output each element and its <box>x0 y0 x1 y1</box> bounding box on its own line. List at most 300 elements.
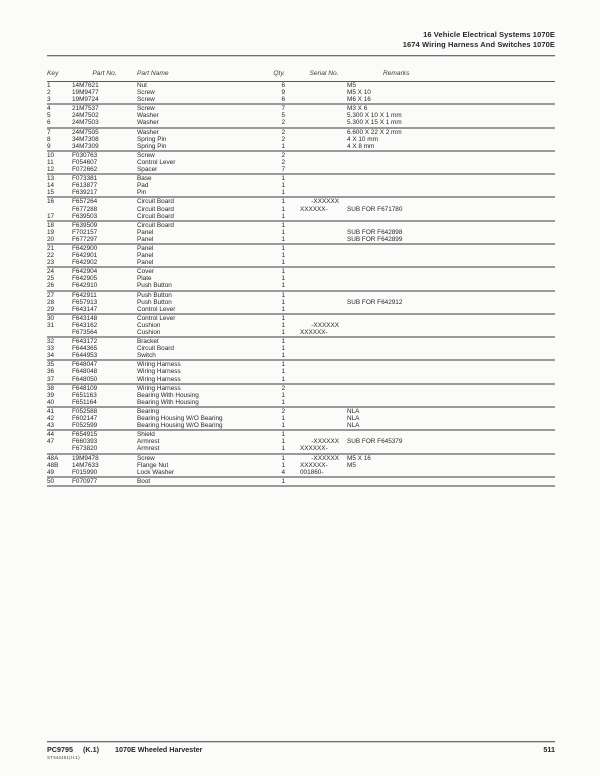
cell-serial-no: XXXXXX- <box>300 461 328 469</box>
table-row <box>47 462 555 469</box>
cell-part-name: Panel <box>137 236 249 244</box>
cell-serial-no <box>285 244 341 252</box>
cell-remarks <box>341 275 555 282</box>
cell-remarks <box>341 151 555 159</box>
cell-part-no: 19M9724 <box>72 96 137 104</box>
cell-qty: 1 <box>281 391 285 399</box>
column-header-remarks: Remarks <box>341 70 555 82</box>
cell-serial-no <box>285 392 341 399</box>
cell-qty: 1 <box>281 221 285 229</box>
cell-remarks <box>341 159 555 166</box>
cell-part-no: F639217 <box>72 189 137 197</box>
cell-qty: 5 <box>281 112 285 120</box>
column-header-part-no: Part No. <box>72 70 137 82</box>
cell-part-no: F651163 <box>72 391 97 399</box>
cell-remarks: 4 X 10 mm <box>347 135 378 143</box>
cell-qty: 1 <box>281 461 285 469</box>
table-row <box>47 454 555 462</box>
table-row <box>47 259 555 267</box>
cell-qty: 1 <box>281 415 285 423</box>
cell-remarks: SUB FOR F642912 <box>347 298 403 306</box>
cell-remarks: SUB FOR F642898 <box>347 228 403 236</box>
cell-part-name: Control Lever <box>137 158 176 166</box>
cell-part-name: Panel <box>137 228 154 236</box>
cell-qty: 1 <box>249 259 285 267</box>
table-row <box>47 136 555 143</box>
cell-part-name: Base <box>137 175 152 183</box>
table-row <box>47 267 555 275</box>
cell-part-no: 14M7621 <box>72 82 99 89</box>
cell-qty: 1 <box>281 182 285 190</box>
cell-part-name: Cover <box>137 268 155 276</box>
cell-remarks <box>341 197 555 205</box>
table-row <box>47 469 555 477</box>
cell-part-name: Push Button <box>137 298 172 306</box>
table-row <box>47 182 555 189</box>
cell-remarks <box>341 282 555 290</box>
cell-part-no: F643147 <box>72 306 137 314</box>
cell-part-name: Cushion <box>137 329 249 337</box>
cell-part-no: F642911 <box>72 291 97 299</box>
cell-part-no: F657264 <box>72 198 98 206</box>
table-row <box>47 384 555 392</box>
cell-key: 33 <box>47 345 55 353</box>
cell-serial-no <box>285 430 341 438</box>
cell-part-name: Wiring Harness <box>137 376 249 384</box>
cell-remarks <box>341 368 555 375</box>
cell-part-name: Spring Pin <box>137 135 167 143</box>
cell-part-name: Spring Pin <box>137 143 249 151</box>
table-row <box>47 174 555 182</box>
cell-key: 31 <box>47 321 55 329</box>
cell-key: 6 <box>47 119 72 127</box>
cell-qty: 1 <box>281 321 285 329</box>
cell-remarks <box>341 189 555 197</box>
table-row <box>47 213 555 221</box>
cell-part-no: F643172 <box>72 338 98 346</box>
header-subsection-title: 1674 Wiring Harness And Switches 1070E <box>402 40 555 49</box>
cell-qty: 1 <box>249 352 285 360</box>
cell-qty: 1 <box>281 431 285 439</box>
cell-part-name: Washer <box>137 128 159 136</box>
cell-serial-no <box>285 151 341 159</box>
cell-part-no: F654915 <box>72 431 98 439</box>
cell-serial-no <box>285 291 341 299</box>
cell-serial-no <box>285 384 341 392</box>
cell-remarks <box>341 252 555 259</box>
cell-part-no: F639503 <box>72 213 137 221</box>
table-row <box>47 244 555 252</box>
table-row <box>47 282 555 290</box>
table-row <box>47 82 555 90</box>
cell-remarks: M6 X 16 <box>341 96 555 104</box>
cell-part-no: F073381 <box>72 175 98 183</box>
cell-serial-no <box>285 252 341 259</box>
cell-qty: 1 <box>281 361 285 369</box>
cell-serial-no <box>285 182 341 189</box>
cell-qty: 2 <box>281 384 285 392</box>
cell-part-name: Bearing Housing W/O Bearing <box>137 422 249 430</box>
cell-serial-no <box>285 143 341 151</box>
cell-key: 48A <box>47 454 59 462</box>
cell-serial-no <box>285 314 341 322</box>
cell-part-no: 34M7309 <box>72 143 137 151</box>
cell-serial-no <box>285 236 341 244</box>
cell-key: 9 <box>47 143 72 151</box>
table-row <box>47 128 555 136</box>
cell-part-no: F677297 <box>72 236 137 244</box>
cell-part-name: Boot <box>137 477 249 486</box>
column-header-serial-no: Serial No. <box>285 70 341 82</box>
table-row <box>47 430 555 438</box>
cell-part-no: 24M7503 <box>72 119 137 127</box>
cell-part-name: Shield <box>137 431 155 439</box>
cell-part-no: F642902 <box>72 259 137 267</box>
cell-remarks <box>341 352 555 360</box>
cell-serial-no <box>285 136 341 143</box>
cell-remarks <box>341 392 555 399</box>
table-header-row <box>47 70 555 82</box>
cell-key: 3 <box>47 96 72 104</box>
table-row <box>47 151 555 159</box>
cell-part-no: F660393 <box>72 438 98 446</box>
cell-serial-no: XXXXXX- <box>285 329 341 337</box>
table-row <box>47 368 555 375</box>
cell-part-no: F602147 <box>72 415 98 423</box>
footer-revision: (K.1) <box>82 745 99 754</box>
cell-key: 10 <box>47 151 55 159</box>
cell-qty: 7 <box>281 105 285 113</box>
cell-key: 27 <box>47 291 55 299</box>
cell-qty: 1 <box>281 275 285 283</box>
cell-remarks: M5 X 16 <box>347 454 371 462</box>
cell-remarks: SUB FOR F642899 <box>341 236 555 244</box>
cell-qty: 1 <box>249 282 285 290</box>
cell-remarks: NLA <box>347 415 360 423</box>
cell-serial-no <box>285 299 341 306</box>
cell-part-name: Bearing With Housing <box>137 399 249 407</box>
cell-key: 39 <box>47 391 55 399</box>
cell-part-name: Wiring Harness <box>137 368 181 376</box>
cell-part-no: 34M7308 <box>72 135 99 143</box>
cell-part-name: Washer <box>137 112 159 120</box>
cell-part-no: F648048 <box>72 368 98 376</box>
cell-qty: 1 <box>281 438 285 446</box>
cell-part-no: F642900 <box>72 244 98 252</box>
cell-serial-no <box>285 259 341 267</box>
cell-key: 28 <box>47 298 55 306</box>
table-row <box>47 166 555 174</box>
cell-part-no: F677288 <box>72 205 98 213</box>
cell-part-name: Switch <box>137 352 249 360</box>
cell-serial-no <box>285 282 341 290</box>
cell-key: 21 <box>47 244 55 252</box>
cell-key: 30 <box>47 314 55 322</box>
cell-part-no: F651164 <box>72 399 137 407</box>
cell-serial-no <box>285 119 341 127</box>
cell-qty: 1 <box>249 189 285 197</box>
cell-remarks <box>341 244 555 252</box>
cell-part-name: Screw <box>137 454 155 462</box>
table-row <box>47 104 555 112</box>
cell-qty: 1 <box>249 477 285 486</box>
table-row <box>47 360 555 368</box>
table-row <box>47 422 555 430</box>
table-row <box>47 275 555 282</box>
cell-remarks <box>341 345 555 352</box>
cell-part-name: Push Button <box>137 291 172 299</box>
cell-key: 14 <box>47 182 55 190</box>
cell-serial-no: -XXXXXX <box>311 198 339 206</box>
cell-serial-no <box>285 337 341 345</box>
cell-part-name: Plate <box>137 275 152 283</box>
cell-qty: 6 <box>249 96 285 104</box>
column-header-part-name: Part Name <box>137 70 249 82</box>
table-row <box>47 329 555 337</box>
cell-remarks <box>341 221 555 229</box>
table-row <box>47 345 555 352</box>
cell-key: 29 <box>47 306 72 314</box>
cell-serial-no <box>285 422 341 430</box>
cell-remarks <box>341 174 555 182</box>
cell-part-name: Armrest <box>137 445 249 453</box>
footer-sub-id: ST342451(H.1) <box>47 755 80 760</box>
cell-qty: 1 <box>281 338 285 346</box>
cell-remarks <box>341 445 555 453</box>
cell-part-name: Pin <box>137 189 249 197</box>
cell-part-name: Lock Washer <box>137 469 249 477</box>
cell-key: 18 <box>47 221 55 229</box>
cell-qty: 1 <box>281 454 285 462</box>
cell-qty: 1 <box>281 345 285 353</box>
parts-table-body <box>47 82 555 486</box>
cell-part-no: F052588 <box>72 407 98 415</box>
cell-part-no: F702157 <box>72 228 98 236</box>
table-row <box>47 337 555 345</box>
cell-key: 23 <box>47 259 72 267</box>
cell-remarks <box>341 314 555 322</box>
cell-key: 5 <box>47 112 51 120</box>
cell-qty: 1 <box>281 314 285 322</box>
cell-qty: 1 <box>281 298 285 306</box>
cell-serial-no <box>285 275 341 282</box>
table-row <box>47 189 555 197</box>
cell-serial-no <box>285 128 341 136</box>
cell-key: 22 <box>47 252 55 260</box>
table-row <box>47 236 555 244</box>
cell-serial-no <box>285 229 341 236</box>
cell-remarks: SUB FOR F645379 <box>347 438 403 446</box>
header-section-title: 16 Vehicle Electrical Systems 1070E <box>423 30 555 39</box>
page-header <box>47 30 555 50</box>
cell-serial-no <box>285 189 341 197</box>
footer-rule <box>47 741 555 742</box>
cell-part-name: Panel <box>137 244 154 252</box>
cell-serial-no <box>285 399 341 407</box>
cell-serial-no <box>285 415 341 422</box>
cell-part-name: Screw <box>137 89 155 97</box>
cell-key: 47 <box>47 438 55 446</box>
table-row <box>47 112 555 119</box>
cell-remarks <box>341 337 555 345</box>
cell-serial-no: -XXXXXX <box>311 321 339 329</box>
cell-key: 35 <box>47 361 55 369</box>
cell-part-name: Bearing Housing W/O Bearing <box>137 415 223 423</box>
cell-key: 11 <box>47 158 54 166</box>
cell-qty: 1 <box>281 252 285 260</box>
cell-qty: 2 <box>249 119 285 127</box>
cell-qty: 1 <box>249 376 285 384</box>
table-row <box>47 399 555 407</box>
cell-remarks: 5.300 X 15 X 1 mm <box>341 119 555 127</box>
cell-key <box>47 206 72 213</box>
cell-part-name: Circuit Board <box>137 198 174 206</box>
table-row <box>47 221 555 229</box>
cell-key <box>47 329 72 337</box>
cell-serial-no <box>285 213 341 221</box>
cell-serial-no <box>285 360 341 368</box>
cell-qty: 4 <box>249 469 285 477</box>
cell-serial-no <box>285 89 341 96</box>
table-row <box>47 197 555 205</box>
cell-serial-no <box>285 104 341 112</box>
cell-key: 16 <box>47 198 55 206</box>
cell-part-name: Cushion <box>137 321 161 329</box>
cell-serial-no <box>285 267 341 275</box>
cell-part-no: F648050 <box>72 376 137 384</box>
cell-part-no: F673564 <box>72 329 137 337</box>
cell-remarks <box>341 477 555 486</box>
cell-part-name: Nut <box>137 82 147 89</box>
table-row <box>47 445 555 453</box>
column-header-qty: Qty. <box>249 70 285 82</box>
cell-remarks: NLA <box>341 422 555 430</box>
cell-remarks <box>341 376 555 384</box>
cell-part-no: F642905 <box>72 275 98 283</box>
cell-qty: 2 <box>281 135 285 143</box>
cell-remarks <box>341 329 555 337</box>
cell-key: 49 <box>47 469 72 477</box>
cell-part-name: Washer <box>137 119 249 127</box>
cell-part-no: F648047 <box>72 361 98 369</box>
table-row <box>47 291 555 299</box>
cell-key: 34 <box>47 352 72 360</box>
cell-key: 37 <box>47 376 72 384</box>
cell-part-name: Control Lever <box>137 306 249 314</box>
cell-part-no: F613877 <box>72 182 98 190</box>
cell-part-name: Bracket <box>137 338 159 346</box>
cell-key: 40 <box>47 399 72 407</box>
cell-serial-no <box>285 159 341 166</box>
cell-key: 25 <box>47 275 55 283</box>
cell-qty: 1 <box>249 143 285 151</box>
cell-key: 42 <box>47 415 55 423</box>
cell-part-name: Bearing With Housing <box>137 391 199 399</box>
footer-model: 1070E Wheeled Harvester <box>114 745 203 754</box>
cell-qty: 1 <box>249 329 285 337</box>
footer-page-number: 511 <box>543 745 555 754</box>
table-row <box>47 159 555 166</box>
cell-qty: 9 <box>281 89 285 97</box>
table-row <box>47 143 555 151</box>
table-row <box>47 415 555 422</box>
table-row <box>47 477 555 486</box>
cell-key: 36 <box>47 368 55 376</box>
cell-part-no: F673820 <box>72 445 137 453</box>
cell-key: 15 <box>47 189 72 197</box>
cell-key: 38 <box>47 384 55 392</box>
cell-key: 2 <box>47 89 51 97</box>
cell-remarks <box>341 360 555 368</box>
cell-qty: 1 <box>281 368 285 376</box>
cell-key: 17 <box>47 213 72 221</box>
parts-table <box>47 70 555 487</box>
cell-part-no: F070977 <box>72 477 137 486</box>
cell-part-no: F643148 <box>72 314 98 322</box>
cell-remarks: 4 X 8 mm <box>341 143 555 151</box>
cell-part-no: 24M7505 <box>72 128 99 136</box>
cell-part-name: Circuit Board <box>137 213 249 221</box>
cell-part-no: F642904 <box>72 268 98 276</box>
cell-remarks <box>341 267 555 275</box>
cell-remarks: NLA <box>347 407 360 415</box>
cell-remarks: 6.600 X 22 X 2 mm <box>347 128 402 136</box>
cell-remarks <box>341 213 555 221</box>
cell-part-name: Circuit Board <box>137 221 174 229</box>
cell-remarks: M5 <box>347 461 356 469</box>
cell-part-name: Wiring Harness <box>137 361 181 369</box>
cell-part-name: Push Button <box>137 282 249 290</box>
cell-qty: 2 <box>281 128 285 136</box>
cell-part-no: F052599 <box>72 422 137 430</box>
cell-key: 41 <box>47 407 55 415</box>
cell-part-name: Control Lever <box>137 314 176 322</box>
cell-key: 13 <box>47 175 55 183</box>
cell-part-name: Bearing <box>137 407 160 415</box>
cell-key: 48B <box>47 461 59 469</box>
cell-part-no: F648109 <box>72 384 98 392</box>
cell-qty: 1 <box>281 244 285 252</box>
cell-key: 32 <box>47 338 55 346</box>
cell-key: 8 <box>47 135 51 143</box>
cell-remarks <box>341 430 555 438</box>
cell-qty: 1 <box>281 228 285 236</box>
cell-part-name: Spacer <box>137 166 249 174</box>
table-row <box>47 229 555 236</box>
table-row <box>47 96 555 104</box>
cell-remarks <box>341 306 555 314</box>
cell-qty: 1 <box>249 213 285 221</box>
cell-part-no: F030763 <box>72 151 98 159</box>
table-row <box>47 314 555 322</box>
cell-remarks: M5 X 10 <box>347 89 371 97</box>
cell-part-name: Screw <box>137 151 155 159</box>
cell-part-no: F644953 <box>72 352 137 360</box>
cell-part-no: F054607 <box>72 158 98 166</box>
cell-remarks <box>341 166 555 174</box>
table-row <box>47 252 555 259</box>
header-rule <box>47 55 555 56</box>
cell-serial-no: -XXXXXX <box>311 454 339 462</box>
table-row <box>47 119 555 127</box>
footer-doc-id: PC9795 <box>47 745 73 754</box>
cell-serial-no <box>285 96 341 104</box>
page-footer <box>47 745 555 754</box>
cell-part-no: F642901 <box>72 252 98 260</box>
cell-serial-no <box>285 376 341 384</box>
table-row <box>47 306 555 314</box>
cell-part-no: 19M9478 <box>72 454 99 462</box>
